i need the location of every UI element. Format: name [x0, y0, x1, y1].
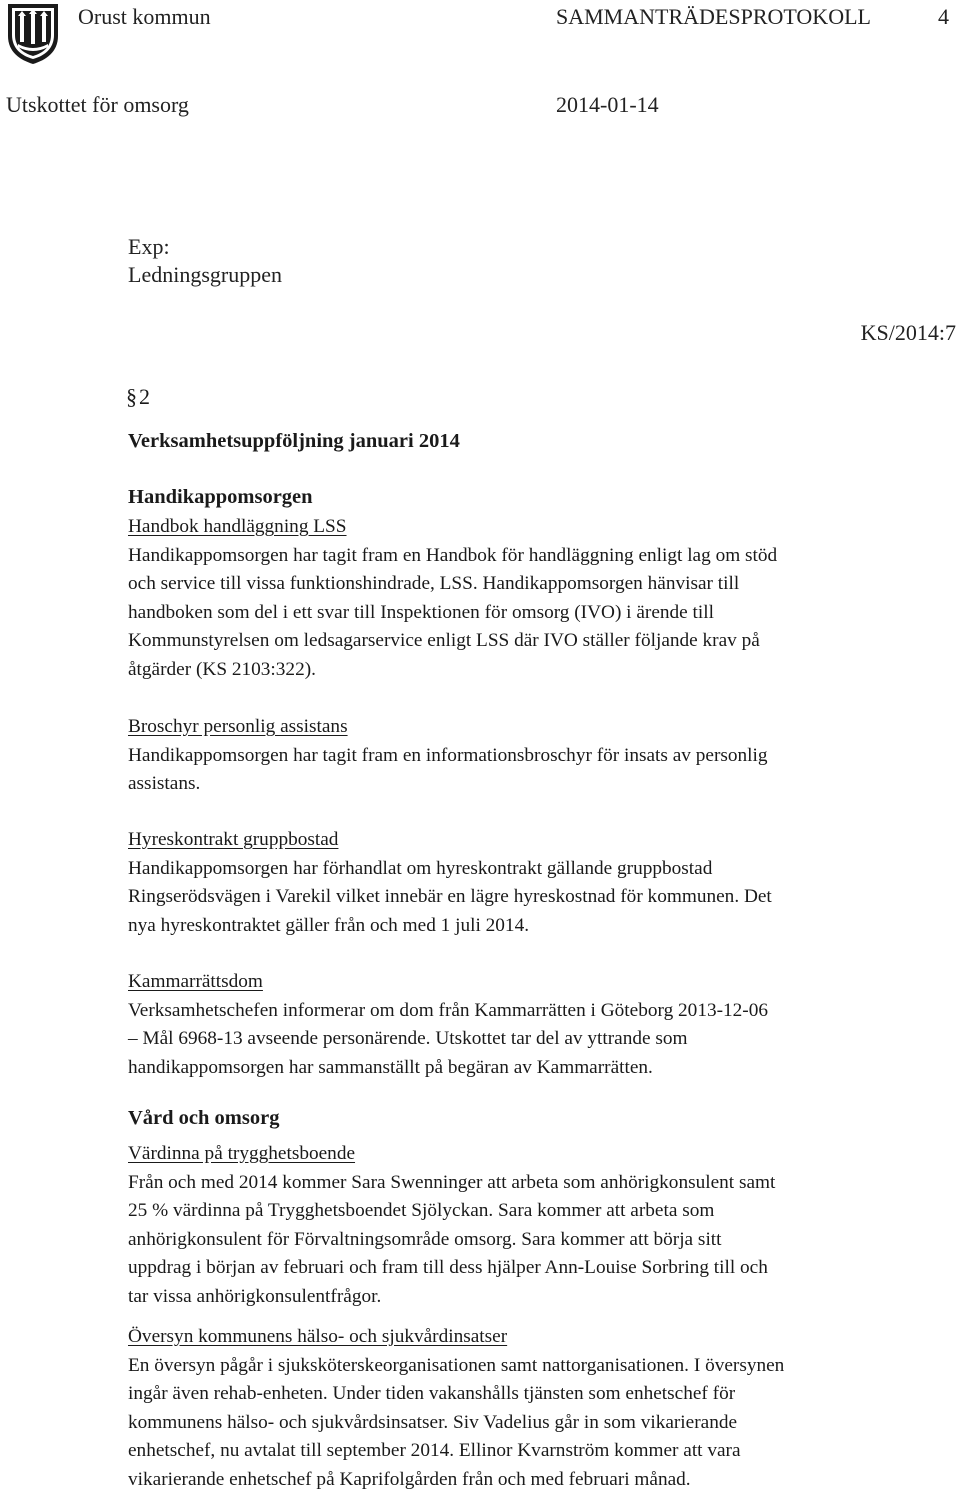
text-line: enhetschef, nu avtalat till september 2014. Ellinor Kvarnström kommer att vara	[128, 1440, 741, 1462]
paragraph-sign	[126, 384, 150, 410]
subheading-broschyr: Broschyr personlig assistans	[128, 716, 348, 737]
text-line: Handikappomsorgen har tagit fram en informationsbroschyr för insats av personlig	[128, 744, 768, 766]
text-line: Ringserödsvägen i Varekil vilket innebär en lägre hyreskostnad för kommunen. Det	[128, 886, 772, 908]
block-oversyn	[128, 1323, 953, 1495]
paragraph-symbol: §	[126, 384, 137, 409]
block-vardinna	[128, 1140, 953, 1312]
text-line: En översyn pågår i sjuksköterskeorganisationen samt nattorganisationen. I översynen	[128, 1354, 785, 1376]
subheading-vardinna: Värdinna på trygghetsboende	[128, 1143, 356, 1164]
heading-vard-och-omsorg: Vård och omsorg	[128, 1107, 280, 1129]
text-line: Handikappomsorgen har förhandlat om hyreskontrakt gällande gruppbostad	[128, 857, 713, 879]
meeting-date: 2014-01-14	[556, 92, 659, 117]
block-hyreskontrakt	[128, 826, 953, 940]
text-line: nya hyreskontraktet gäller från och med 1 juli 2014.	[128, 914, 530, 936]
case-number: KS/2014:7	[860, 320, 956, 345]
text-line: tar vissa anhörigkonsulentfrågor.	[128, 1285, 382, 1307]
text-line: åtgärder (KS 2103:322).	[128, 658, 316, 680]
text-line: kommunens hälso- och sjukvårdsinsatser. Siv Vadelius går in som vikarierande	[128, 1411, 738, 1433]
municipal-coat-of-arms	[6, 2, 60, 66]
text-line: – Mål 6968-13 avseende personärende. Utskottet tar del av yttrande som	[128, 1028, 688, 1050]
subheading-handbok: Handbok handläggning LSS	[128, 516, 347, 537]
text-line: Handikappomsorgen har tagit fram en Handbok för handläggning enligt lag om stöd	[128, 544, 778, 566]
text-line: vikarierande enhetschef på Kaprifolgården från och med februari månad.	[128, 1468, 691, 1490]
municipality-name: Orust kommun	[78, 4, 211, 29]
text-line: handboken som del i ett svar till Inspektionen för omsorg (IVO) i ärende till	[128, 601, 714, 623]
text-line: Från och med 2014 kommer Sara Swenninger att arbeta som anhörigkonsulent samt	[128, 1171, 776, 1193]
block-broschyr	[128, 713, 953, 799]
paragraph-number: 2	[139, 384, 150, 409]
page-number: 4	[938, 4, 949, 29]
subheading-kammarratt: Kammarrättsdom	[128, 971, 263, 992]
text-line: anhörigkonsulent för Förvaltningsområde omsorg. Sara kommer att börja sitt	[128, 1228, 722, 1250]
text-line: uppdrag i början av februari och fram till dess hjälper Ann-Louise Sorbring till och	[128, 1257, 768, 1279]
text-line: handikappomsorgen har sammanställt på begäran av Kammarrätten.	[128, 1056, 653, 1078]
document-type: SAMMANTRÄDESPROTOKOLL	[556, 4, 871, 29]
block-handbok	[128, 513, 953, 685]
exp-recipient: Ledningsgruppen	[128, 262, 282, 287]
exp-label: Exp:	[128, 234, 170, 259]
subheading-oversyn: Översyn kommunens hälso- och sjukvårdinsatser	[128, 1326, 508, 1347]
text-line: Kommunstyrelsen om ledsagarservice enligt LSS där IVO ställer följande krav på	[128, 630, 760, 652]
section-title: Verksamhetsuppföljning januari 2014	[128, 430, 460, 452]
text-line: ingår även rehab-enheten. Under tiden vakanshålls tjänsten som enhetschef för	[128, 1383, 736, 1405]
subheading-hyreskontrakt: Hyreskontrakt gruppbostad	[128, 829, 339, 850]
committee-name: Utskottet för omsorg	[6, 92, 189, 117]
block-kammarratt	[128, 968, 953, 1082]
heading-handikappomsorgen: Handikappomsorgen	[128, 486, 313, 508]
coat-of-arms-icon	[6, 2, 60, 66]
text-line: och service till vissa funktionshindrade, LSS. Handikappomsorgen hänvisar till	[128, 573, 740, 595]
text-line: assistans.	[128, 773, 201, 795]
text-line: 25 % värdinna på Trygghetsboendet Sjölyckan. Sara kommer att arbeta som	[128, 1200, 715, 1222]
text-line: Verksamhetschefen informerar om dom från Kammarrätten i Göteborg 2013-12-06	[128, 999, 768, 1021]
